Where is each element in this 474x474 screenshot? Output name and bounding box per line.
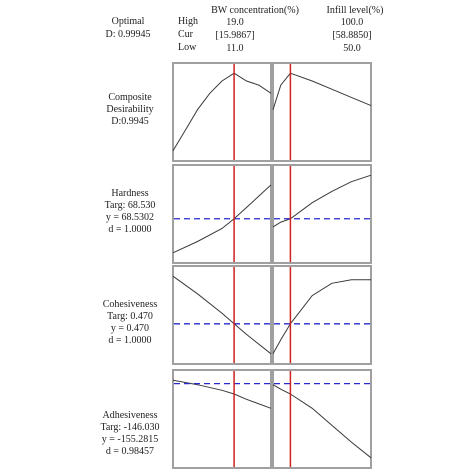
- row-label-line: y = -155.2815: [101, 434, 159, 445]
- row-label-line: Targ: 68.530: [104, 200, 156, 211]
- panel-frame: [273, 266, 371, 364]
- row-label-line: D:0.9945: [111, 116, 149, 127]
- factor-2-name: Infill level(%): [326, 5, 384, 16]
- cur-label: Cur: [178, 29, 193, 40]
- panel-frame: [273, 370, 371, 468]
- factor-1-name: BW concentration(%): [211, 5, 299, 16]
- composite-d-value: D: 0.99945: [105, 29, 151, 40]
- row-label-line: d = 0.98457: [105, 446, 155, 457]
- factor-2-cur: [58.8850]: [332, 30, 372, 41]
- row-label-line: Desirability: [106, 104, 154, 115]
- row-label-line: d = 1.0000: [108, 335, 152, 346]
- row-label-line: y = 0.470: [110, 323, 150, 334]
- panel-frame: [173, 266, 271, 364]
- row-label-line: Targ: -146.030: [100, 422, 160, 433]
- row-label-line: Cohesiveness: [102, 299, 158, 310]
- row-label-line: y = 68.5302: [105, 212, 155, 223]
- row-label-line: Targ: 0.470: [107, 311, 153, 322]
- panel-frame: [173, 370, 271, 468]
- row-label-line: Hardness: [111, 188, 149, 199]
- factor-2-high: 100.0: [340, 17, 364, 28]
- row-label-line: Adhesiveness: [102, 410, 158, 421]
- factor-1-high: 19.0: [226, 17, 244, 28]
- panel-frame: [173, 165, 271, 263]
- row-label-line: Composite: [108, 92, 152, 103]
- panel-frame: [173, 63, 271, 161]
- factor-1-low: 11.0: [226, 43, 244, 54]
- factor-1-cur: [15.9867]: [215, 30, 255, 41]
- panel-frame: [273, 63, 371, 161]
- factor-2-low: 50.0: [343, 43, 361, 54]
- high-label: High: [178, 16, 198, 27]
- low-label: Low: [178, 42, 197, 53]
- row-label-line: d = 1.0000: [108, 224, 152, 235]
- optimal-label: Optimal: [111, 16, 145, 27]
